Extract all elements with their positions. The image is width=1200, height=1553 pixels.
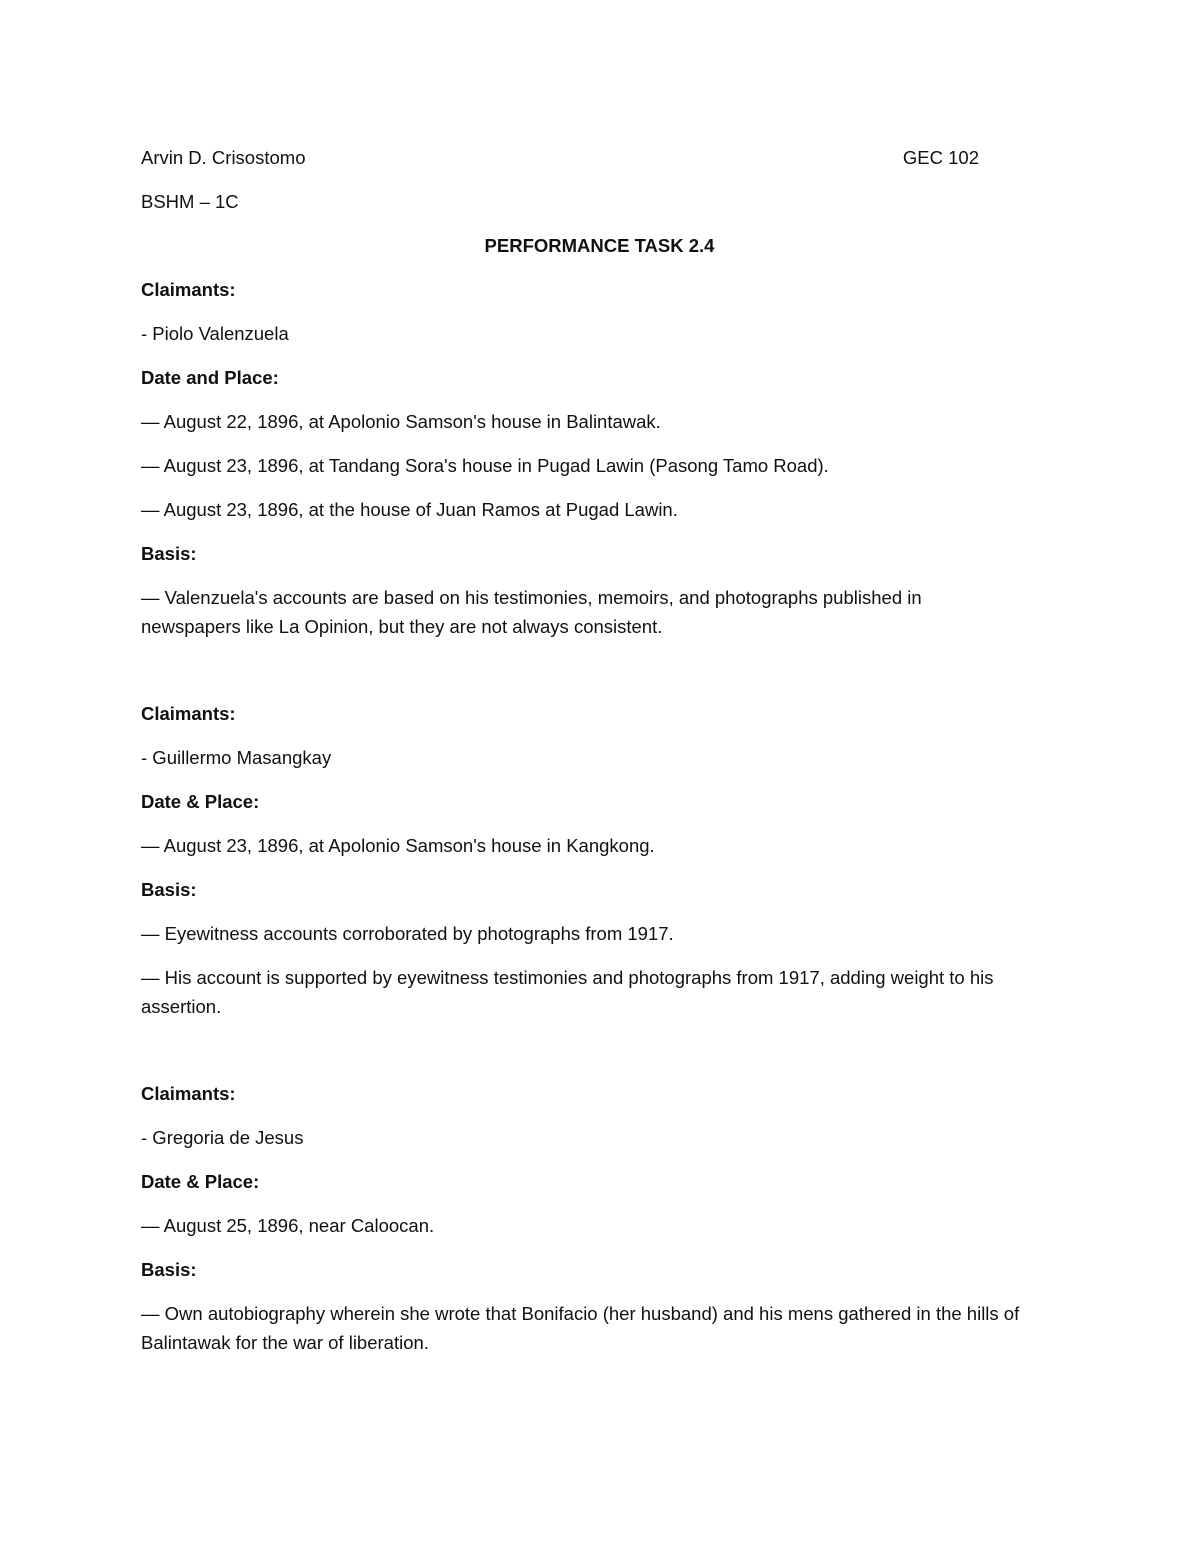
basis-heading: Basis:	[141, 879, 197, 900]
date-place-heading: Date & Place:	[141, 791, 260, 812]
date-place-item: — August 23, 1896, at Apolonio Samson's house in Kangkong.	[141, 835, 655, 856]
section: BSHM – 1C	[141, 191, 239, 212]
basis-heading: Basis:	[141, 543, 197, 564]
claim-block-2	[141, 699, 1061, 1021]
claimants-heading: Claimants:	[141, 279, 236, 300]
date-place-item: — August 25, 1896, near Caloocan.	[141, 1215, 435, 1236]
claimant-name: - Piolo Valenzuela	[141, 323, 289, 344]
date-place-heading: Date and Place:	[141, 367, 279, 388]
student-name: Arvin D. Crisostomo	[141, 147, 306, 168]
blank-line	[141, 656, 1061, 699]
basis-item: — His account is supported by eyewitness testimonies and photographs from 1917, adding weight to his assertion.	[141, 967, 994, 1017]
claimant-name: - Gregoria de Jesus	[141, 1127, 304, 1148]
blank-line	[141, 1036, 1061, 1079]
basis-heading: Basis:	[141, 1259, 197, 1280]
claim-block-1	[141, 275, 1061, 641]
header-row	[141, 143, 979, 172]
claimant-name: - Guillermo Masangkay	[141, 747, 332, 768]
claim-block-3	[141, 1079, 1061, 1357]
basis-item: — Own autobiography wherein she wrote that Bonifacio (her husband) and his mens gathered in the hills of Balintawak for the war of liberation.	[141, 1303, 1020, 1353]
date-place-item: — August 23, 1896, at Tandang Sora's house in Pugad Lawin (Pasong Tamo Road).	[141, 455, 829, 476]
course-code: GEC 102	[902, 147, 979, 168]
basis-item: — Valenzuela's accounts are based on his testimonies, memoirs, and photographs published in newspapers like La Opinion, but they are not always consistent.	[141, 587, 922, 637]
document-body	[141, 143, 1061, 1372]
page-title: PERFORMANCE TASK 2.4	[484, 235, 715, 256]
claimants-heading: Claimants:	[141, 703, 236, 724]
date-place-item: — August 22, 1896, at Apolonio Samson's house in Balintawak.	[141, 411, 661, 432]
claimants-heading: Claimants:	[141, 1083, 236, 1104]
date-place-item: — August 23, 1896, at the house of Juan Ramos at Pugad Lawin.	[141, 499, 678, 520]
basis-item: — Eyewitness accounts corroborated by photographs from 1917.	[141, 923, 674, 944]
date-place-heading: Date & Place:	[141, 1171, 260, 1192]
